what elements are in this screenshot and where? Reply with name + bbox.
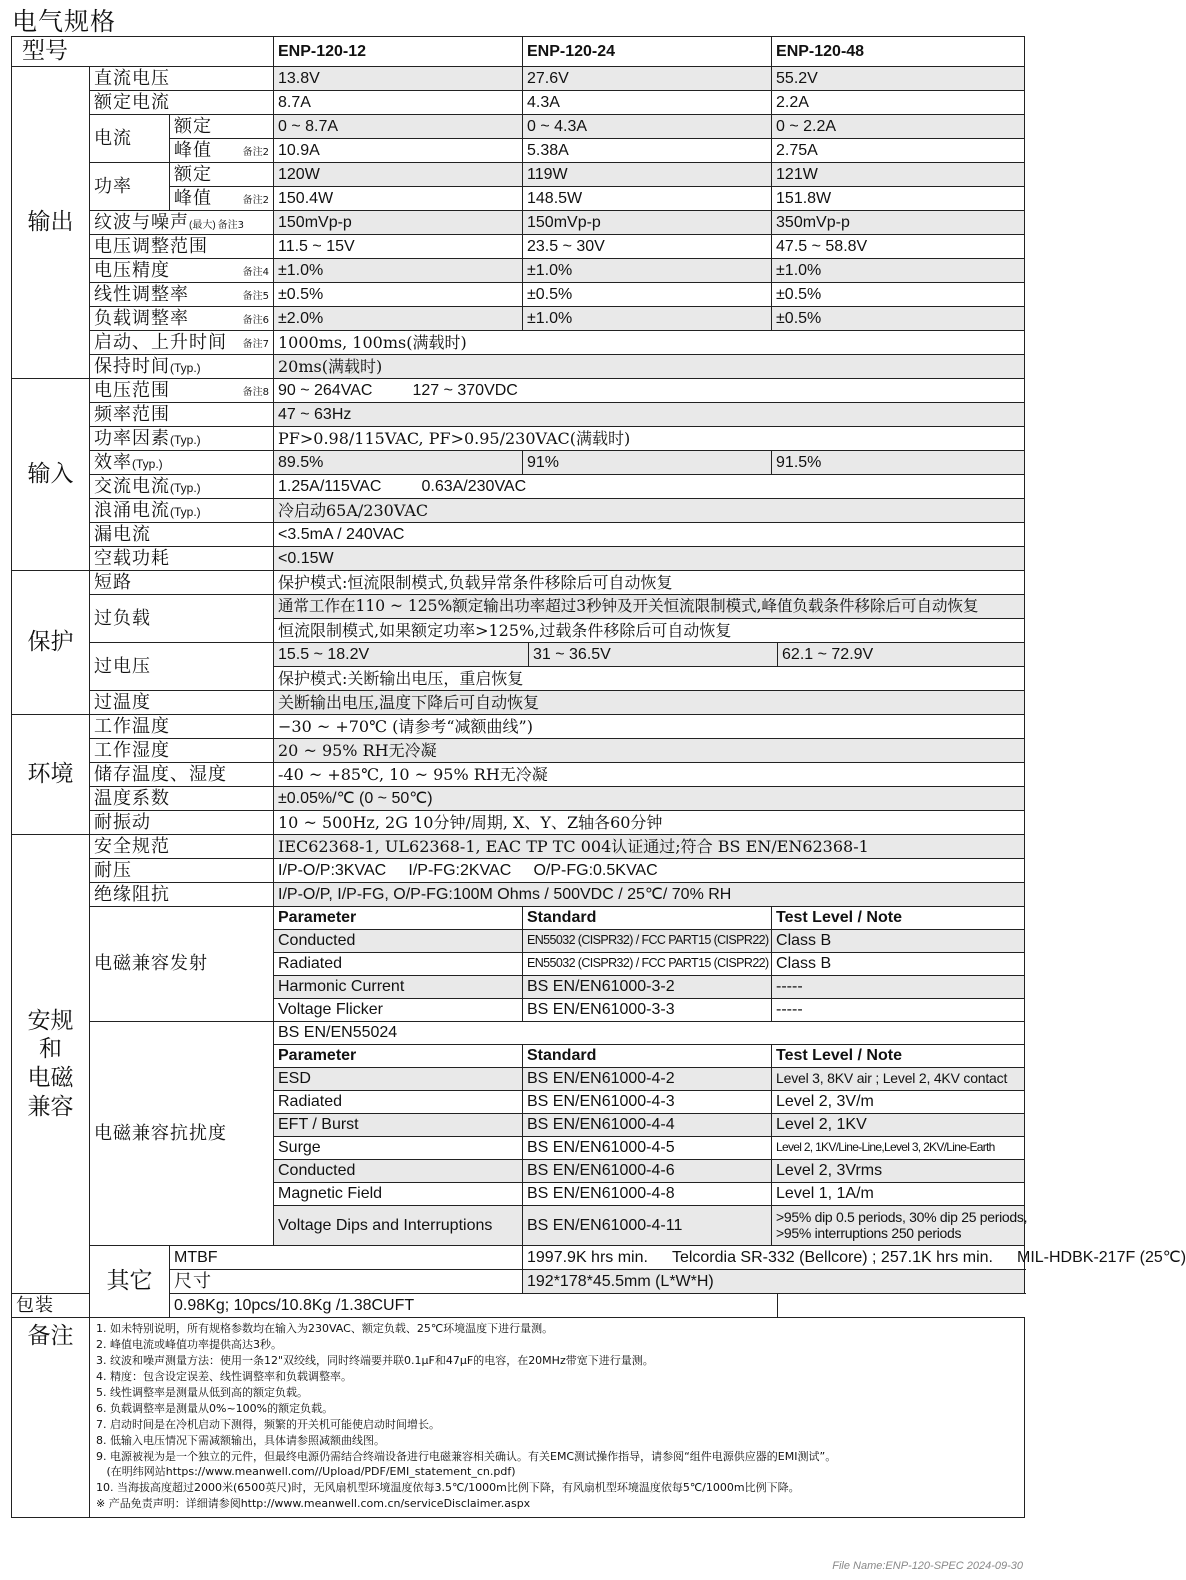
section-line: 兼容 [27,1093,74,1120]
row-label-text: 保持时间 [94,355,170,377]
table-cell: BS EN/EN55024 [274,1022,1025,1045]
table-header: Parameter [274,907,523,930]
table-cell: BS EN/EN61000-4-5 [523,1137,772,1160]
table-cell: Level 2, 1KV/Line-Line,Level 3, 2KV/Line-Earth [772,1137,1025,1160]
value-cell: 23.5 ~ 30V [523,235,772,259]
value-cell: 1000ms, 100ms(满载时) [274,331,1025,355]
value-cell [523,1246,1186,1270]
row-label: 温度系数 [90,787,274,811]
table-cell: Level 2, 3V/m [772,1091,1025,1114]
value-cell: 关断输出电压,温度下降后可自动恢复 [274,691,1025,715]
note-line: (在明纬网站https://www.meanwell.com//Upload/PDF/EMI_statement_cn.pdf) [96,1465,516,1479]
value-cell: ±1.0% [523,259,772,283]
section-environment: 环境 [12,715,90,835]
sub-label-text: 峰值 [174,139,212,161]
note-line: 4. 精度：包含设定误差、线性调整率和负载调整率。 [96,1369,352,1383]
row-label: 耐压 [90,859,274,883]
value-cell: 150mVp-p [523,211,772,235]
notes-block [90,1318,1025,1518]
row-label-text: 浪涌电流 [94,499,170,521]
note-ref: 备注4 [242,266,269,278]
section-input: 输入 [12,379,90,571]
row-label [90,283,274,307]
row-label: 耐振动 [90,811,274,835]
value-text: 0.63A/230VAC [421,477,527,495]
value-text: MIL-HDBK-217F (25℃) [1016,1248,1186,1266]
value-cell: IEC62368-1, UL62368-1, EAC TP TC 004认证通过;符合 BS EN/EN62368-1 [274,835,1025,859]
row-label-text: 电压精度 [94,259,170,281]
row-label-text: 纹波与噪声 [94,211,189,233]
value-cell: 150mVp-p [274,211,523,235]
value-cell: ±0.05%/℃ (0 ~ 50℃) [274,787,1025,811]
row-label: 直流电压 [90,67,274,91]
value-cell: 15.5 ~ 18.2V [274,643,529,667]
value-cell: <0.15W [274,547,1025,571]
value-cell: PF>0.98/115VAC, PF>0.95/230VAC(满载时) [274,427,1025,451]
table-cell: Conducted [274,930,523,953]
value-cell: I/P-O/P:3KVAC I/P-FG:2KVAC O/P-FG:0.5KVAC [274,859,1025,883]
table-cell: Level 3, 8KV air ; Level 2, 4KV contact [772,1068,1025,1091]
value-cell: 55.2V [772,67,1025,91]
file-name-footer: File Name:ENP-120-SPEC 2024-09-30 [832,1560,1023,1572]
value-cell: -40 ~ +85℃, 10 ~ 95% RH无冷凝 [274,763,1025,787]
value-cell: ±1.0% [523,307,772,331]
model-name: ENP-120-48 [772,37,1025,67]
row-label: 过电压 [90,643,274,691]
typ-tag: (Typ.) [170,360,201,375]
note-line: 10. 当海拔高度超过2000米(6500英尺)时，无风扇机型环境温度依每3.5℃/1000m比例下降，有风扇机型环境温度依每5℃/1000m比例下降。 [96,1481,800,1495]
typ-tag: (Typ.) [170,432,201,447]
value-cell: 148.5W [523,187,772,211]
row-label: 过温度 [90,691,274,715]
value-cell: I/P-O/P, I/P-FG, O/P-FG:100M Ohms / 500VDC / 25℃/ 70% RH [274,883,1025,907]
table-cell [772,1206,1028,1246]
value-cell: 0 ~ 2.2A [772,115,1025,139]
table-cell: BS EN/EN61000-4-3 [523,1091,772,1114]
value-cell: 120W [274,163,523,187]
value-cell: 0 ~ 8.7A [274,115,523,139]
table-cell: EN55032 (CISPR32) / FCC PART15 (CISPR22) [523,930,772,953]
value-cell: 91.5% [772,451,1025,475]
sub-label-text: 峰值 [174,187,212,209]
value-cell: 保护模式:恒流限制模式,负载异常条件移除后可自动恢复 [274,571,1025,595]
note-line: 9. 电源被视为是一个独立的元件，但最终电源仍需结合终端设备进行电磁兼容相关确认。有关EMC测试操作指导，请参阅“组件电源供应器的EMI测试”。 [96,1449,837,1463]
value-text: Telcordia SR-332 (Bellcore) ; 257.1K hrs min. [671,1248,993,1266]
row-label: 过负载 [90,595,274,643]
row-label-text: 功率因素 [94,427,170,449]
note-ref: 备注6 [242,314,269,326]
row-label: 尺寸 [170,1270,523,1294]
table-cell: BS EN/EN61000-3-3 [523,999,772,1022]
note-ref: 备注7 [242,338,269,350]
row-label [90,379,274,403]
row-label: 储存温度、湿度 [90,763,274,787]
table-cell: Level 1, 1A/m [772,1183,1025,1206]
table-cell: BS EN/EN61000-4-4 [523,1114,772,1137]
note-line: 6. 负载调整率是测量从0%~100%的额定负载。 [96,1401,334,1415]
note-ref: 备注8 [242,386,269,398]
note-line: 7. 启动时间是在冷机启动下测得，频繁的开关机可能使启动时间增长。 [96,1417,440,1431]
value-cell: 冷启动65A/230VAC [274,499,1025,523]
model-label: 型号 [12,37,274,67]
model-name: ENP-120-12 [274,37,523,67]
row-label-text: 线性调整率 [94,283,189,305]
row-label: 安全规范 [90,835,274,859]
value-cell: 151.8W [772,187,1025,211]
table-cell-line: >95% interruptions 250 periods [776,1224,962,1241]
note-ref: 备注2 [242,194,269,206]
section-line: 和 [39,1036,62,1063]
table-cell: Voltage Flicker [274,999,523,1022]
value-cell: 150.4W [274,187,523,211]
value-cell: 47 ~ 63Hz [274,403,1025,427]
value-cell: 91% [523,451,772,475]
note-line: 5. 线性调整率是测量从低到高的额定负载。 [96,1385,308,1399]
table-cell: Radiated [274,1091,523,1114]
table-cell: Surge [274,1137,523,1160]
spec-table [11,36,1186,1518]
value-cell: 4.3A [523,91,772,115]
table-cell: Level 2, 3Vrms [772,1160,1025,1183]
value-cell: 121W [772,163,1025,187]
table-cell: Voltage Dips and Interruptions [274,1206,523,1246]
row-label: 功率 [90,163,170,211]
row-label: 电压调整范围 [90,235,274,259]
row-label [90,499,274,523]
model-name: ENP-120-24 [523,37,772,67]
value-cell: 0.98Kg; 10pcs/10.8Kg /1.38CUFT [170,1294,778,1318]
value-cell: 0 ~ 4.3A [523,115,772,139]
value-cell: 8.7A [274,91,523,115]
row-label [90,451,274,475]
value-cell: −30 ~ +70℃ (请参考“减额曲线”) [274,715,1025,739]
value-text: 1997.9K hrs min. [527,1248,648,1266]
value-text: 1.25A/115VAC [278,477,382,495]
value-cell: 5.38A [523,139,772,163]
note-ref: 备注2 [242,146,269,158]
row-label: MTBF [170,1246,523,1270]
value-cell: ±1.0% [274,259,523,283]
value-cell: ±0.5% [772,283,1025,307]
value-cell: ±0.5% [274,283,523,307]
sub-label: 额定 [170,163,274,187]
row-label [90,259,274,283]
table-cell: Harmonic Current [274,976,523,999]
value-cell: ±0.5% [772,307,1025,331]
row-label: 绝缘阻抗 [90,883,274,907]
row-label-text: 启动、上升时间 [94,331,227,353]
typ-tag: (最大) [189,219,216,231]
value-cell: 2.2A [772,91,1025,115]
value-cell: 350mVp-p [772,211,1025,235]
value-cell: ±0.5% [523,283,772,307]
value-cell: 20ms(满载时) [274,355,1025,379]
row-label: 电磁兼容发射 [90,907,274,1022]
value-cell: 10.9A [274,139,523,163]
value-text: 127 ~ 370VDC [412,381,518,399]
row-label [90,331,274,355]
section-others: 其它 [90,1246,170,1318]
section-line: 安规 [27,1007,74,1034]
table-cell: BS EN/EN61000-4-11 [523,1206,772,1246]
table-header: Parameter [274,1045,523,1068]
row-label [90,355,274,379]
row-label-text: 负载调整率 [94,307,189,329]
note-line: 1. 如未特别说明，所有规格参数均在输入为230VAC、额定负载、25℃环境温度下进行量测。 [96,1322,554,1335]
row-label: 电磁兼容抗扰度 [90,1022,274,1246]
table-cell: Magnetic Field [274,1183,523,1206]
model-row [12,37,1025,67]
value-cell [274,475,1025,499]
value-cell: 89.5% [274,451,523,475]
table-cell: Level 2, 1KV [772,1114,1025,1137]
row-label [90,475,274,499]
section-line: 电磁 [27,1065,74,1091]
value-text: 90 ~ 264VAC [278,381,373,399]
row-label-text: 效率 [94,451,132,473]
table-header: Test Level / Note [772,907,1025,930]
row-label: 工作温度 [90,715,274,739]
table-header: Standard [523,1045,772,1068]
typ-tag: (Typ.) [170,504,201,519]
table-cell: Conducted [274,1160,523,1183]
table-cell: ----- [772,976,1025,999]
value-cell: 通常工作在110 ~ 125%额定输出功率超过3秒钟及开关恒流限制模式,峰值负载条件移除后可自动恢复 [274,595,1025,619]
section-output: 输出 [12,67,90,379]
table-cell: BS EN/EN61000-4-2 [523,1068,772,1091]
value-cell: 47.5 ~ 58.8V [772,235,1025,259]
table-cell: ----- [772,999,1025,1022]
value-cell: 11.5 ~ 15V [274,235,523,259]
row-label: 工作湿度 [90,739,274,763]
table-cell: EN55032 (CISPR32) / FCC PART15 (CISPR22) [523,953,772,976]
row-label [90,427,274,451]
value-cell: 恒流限制模式,如果额定功率>125%,过载条件移除后可自动恢复 [274,619,1025,643]
table-cell: EFT / Burst [274,1114,523,1137]
table-cell: BS EN/EN61000-4-8 [523,1183,772,1206]
table-header: Test Level / Note [772,1045,1025,1068]
table-cell: Class B [772,953,1025,976]
row-label: 短路 [90,571,274,595]
value-cell: 27.6V [523,67,772,91]
value-cell: 62.1 ~ 72.9V [778,643,1025,667]
row-label: 额定电流 [90,91,274,115]
table-cell: BS EN/EN61000-4-6 [523,1160,772,1183]
value-cell: 192*178*45.5mm (L*W*H) [523,1270,1025,1294]
section-safety-emc [12,835,90,1294]
table-cell: Radiated [274,953,523,976]
note-line: 3. 纹波和噪声测量方法：使用一条12"双绞线，同时终端要并联0.1μF和47μF的电容，在20MHz带宽下进行量测。 [96,1353,654,1367]
table-cell: ESD [274,1068,523,1091]
note-ref: 备注5 [242,290,269,302]
row-label: 电流 [90,115,170,163]
sub-label [170,187,274,211]
note-line: 8. 低输入电压情况下需减额输出，具体请参照减额曲线图。 [96,1433,385,1447]
value-cell: 2.75A [772,139,1025,163]
table-header: Standard [523,907,772,930]
table-cell: BS EN/EN61000-3-2 [523,976,772,999]
table-cell: Class B [772,930,1025,953]
row-label: 包装 [12,1294,170,1318]
typ-tag: (Typ.) [170,480,201,495]
note-line: 2. 峰值电流或峰值功率提供高达3秒。 [96,1337,282,1351]
row-label-text: 交流电流 [94,475,170,497]
row-label [90,211,274,235]
row-label: 漏电流 [90,523,274,547]
note-line: ※ 产品免责声明：详细请参阅http://www.meanwell.com.cn/serviceDisclaimer.aspx [96,1497,531,1511]
row-label-text: 电压范围 [94,379,170,401]
value-cell: 31 ~ 36.5V [529,643,778,667]
value-cell [274,379,1025,403]
value-cell: <3.5mA / 240VAC [274,523,1025,547]
row-label [90,307,274,331]
value-cell: 10 ~ 500Hz, 2G 10分钟/周期, X、Y、Z轴各60分钟 [274,811,1025,835]
section-notes: 备注 [12,1318,90,1518]
value-cell: 20 ~ 95% RH无冷凝 [274,739,1025,763]
note-ref: 备注3 [217,219,245,231]
value-cell: 13.8V [274,67,523,91]
row-label: 空载功耗 [90,547,274,571]
table-cell-line: >95% dip 0.5 periods, 30% dip 25 periods, [776,1209,1028,1226]
value-cell: 保护模式:关断输出电压，重启恢复 [274,667,1025,691]
section-protection: 保护 [12,571,90,715]
value-cell: 119W [523,163,772,187]
row-label: 频率范围 [90,403,274,427]
page-title: 电气规格 [12,7,117,36]
sub-label: 额定 [170,115,274,139]
value-cell: ±1.0% [772,259,1025,283]
value-cell: ±2.0% [274,307,523,331]
typ-tag: (Typ.) [132,456,163,471]
sub-label [170,139,274,163]
